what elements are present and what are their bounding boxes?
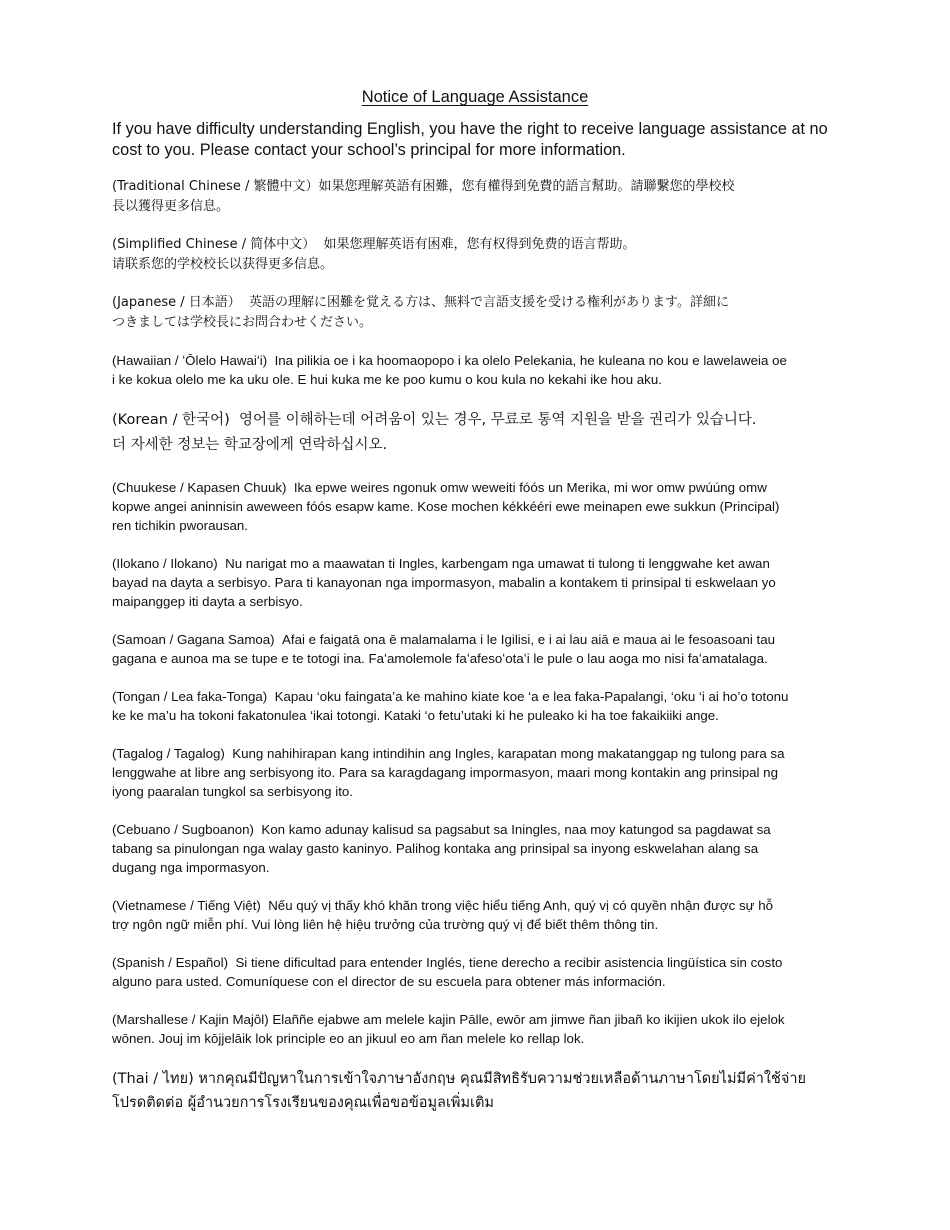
section-text: Kung nahihirapan kang intindihin ang Ingles, karapatan mong makatanggap ng tulong para sa: [232, 746, 785, 761]
section-text: iyong paaralan tungkol sa serbisyong ito.: [112, 784, 353, 799]
section-text: lenggwahe at libre ang serbisyong ito. Para sa karagdagang impormasyon, maari mong kontakin ang prinsipal ng: [112, 765, 778, 780]
section-text: Nếu quý vị thấy khó khăn trong việc hiểu tiếng Anh, quý vị có quyền nhận được sự hỗ: [268, 898, 773, 913]
section-hawaiian: [112, 351, 838, 389]
section-text: 더 자세한 정보는 학교장에게 연락하십시오.: [112, 437, 388, 453]
language-label: (Cebuano / Sugboanon): [112, 822, 254, 837]
language-label: (Hawaiian / ʻŌlelo Hawaiʻi): [112, 353, 268, 368]
intro-line: at no cost to you. Please contact your school’s principal for more information.: [112, 120, 828, 159]
section-text: 영어를 이해하는데 어려움이 있는 경우, 무료로 통역 지원을 받을 권리가 있습니다.: [238, 412, 757, 428]
language-label: (Simplified Chinese / 简体中文）: [112, 237, 316, 252]
section-chuukese: [112, 478, 838, 535]
section-text: dugang nga impormasyon.: [112, 860, 270, 875]
section-text: ren tichikin pworausan.: [112, 518, 248, 533]
section-text: i ke kokua olelo me ka uku ole. E hui kuka me ke poo kumu o kou kula no kekahi ike hou aku.: [112, 372, 662, 387]
section-text: Nu narigat mo a maawatan ti Ingles, karbengam nga umawat ti tulong ti lenggwahe ket awan: [225, 556, 770, 571]
notice-page: [112, 88, 838, 1134]
section-traditional-chinese: [112, 177, 838, 216]
section-text: Kon kamo adunay kalisud sa pagsabut sa Iningles, naa moy katungod sa pagdawat sa: [261, 822, 771, 837]
section-spanish: [112, 953, 838, 991]
section-text: bayad na dayta a serbisyo. Para ti kanayonan nga impormasyon, mabalin a kontakem ti prinsipal ti eskwelaan yo: [112, 575, 776, 590]
language-label: (Samoan / Gagana Samoa): [112, 632, 275, 647]
section-text: 如果您理解英語有困難，您有權得到免費的語言幫助。請聯繫您的學校校: [318, 179, 735, 194]
section-korean: [112, 408, 838, 458]
language-label: (Tagalog / Tagalog): [112, 746, 225, 761]
section-text: wōnen. Jouj im kōjjelāik lok principle eo an jikuul eo am ñan melele ko rellap lok.: [112, 1031, 585, 1046]
language-label: (Vietnamese / Tiếng Việt): [112, 898, 261, 913]
section-tagalog: [112, 744, 838, 801]
section-text: alguno para usted. Comuníquese con el director de su escuela para obtener más información.: [112, 974, 666, 989]
language-label: (Traditional Chinese / 繁體中文）: [112, 179, 319, 194]
section-text: 英語の理解に困難を覚える方は、無料で言語支援を受ける権利があります。詳細に: [249, 295, 729, 310]
page-title: Notice of Language Assistance: [361, 88, 589, 106]
section-tongan: [112, 687, 838, 725]
section-text: Ika epwe weires ngonuk omw weweiti fóós un Merika, mi wor omw pwúúng omw: [293, 480, 767, 495]
section-text: โปรดติดต่อ ผู้อำนวยการโรงเรียนของคุณเพื่อขอข้อมูลเพิ่มเติม: [112, 1095, 494, 1111]
section-text: Kapau ‘oku faingata’a ke mahino kiate koe ‘a e lea faka-Papalangi, ‘oku ‘i ai ho’o totonu: [274, 689, 789, 704]
section-text: Elaññe ejabwe am melele kajin Pālle, ewōr am jimwe ñan jibañ ko ikijien ukok ilo ejelok: [272, 1012, 785, 1027]
section-text: 请联系您的学校校长以获得更多信息。: [112, 256, 334, 272]
language-label: (Marshallese / Kajin Majôl): [112, 1012, 269, 1027]
section-thai: [112, 1067, 838, 1115]
language-label: (Thai / ไทย): [112, 1071, 194, 1087]
language-label: (Ilokano / Ilokano): [112, 556, 218, 571]
language-label: (Japanese / 日本語）: [112, 295, 241, 310]
section-text: 長以獲得更多信息。: [112, 198, 230, 214]
section-text: trợ ngôn ngữ miễn phí. Vui lòng liên hệ hiệu trưởng của trường quý vị để biết thêm thông tin.: [112, 917, 659, 932]
section-vietnamese: [112, 896, 838, 934]
section-simplified-chinese: [112, 235, 838, 274]
language-label: (Korean / 한국어): [112, 412, 230, 428]
section-japanese: [112, 293, 838, 332]
section-text: หากคุณมีปัญหาในการเข้าใจภาษาอังกฤษ คุณมีสิทธิรับความช่วยเหลือด้านภาษาโดยไม่มีค่าใช้จ่าย: [198, 1071, 806, 1087]
section-text: 如果您理解英语有困难，您有权得到免费的语言帮助。: [323, 237, 636, 252]
section-cebuano: [112, 820, 838, 877]
section-marshallese: [112, 1010, 838, 1048]
section-text: ke ke ma’u ha tokoni fakatonulea ‘ikai totongi. Kataki ‘o fetu’utaki ki he puleako ki ha toe fakaikiiki ange.: [112, 708, 719, 723]
section-samoan: [112, 630, 838, 668]
section-text: Afai e faigatā ona ē malamalama i le Igilisi, e i ai lau aiā e maua ai le fesoasoani tau: [282, 632, 776, 647]
language-label: (Spanish / Español): [112, 955, 229, 970]
section-text: gagana e aunoa ma se tupe e te totogi ina. Faʻamolemole faʻafesoʻotaʻi le pule o lau aoga mo nisi faʻamatalaga.: [112, 651, 768, 666]
section-text: Si tiene dificultad para entender Inglés, tiene derecho a recibir asistencia lingüística sin costo: [235, 955, 783, 970]
section-text: つきましては学校長にお問合わせください。: [112, 314, 373, 330]
intro-english: [112, 119, 838, 161]
section-text: tabang sa pinulongan nga walay gasto kaninyo. Palihog kontaka ang prinsipal sa inyong eskwelahan alang sa: [112, 841, 759, 856]
language-label: (Chuukese / Kapasen Chuuk): [112, 480, 287, 495]
section-ilokano: [112, 554, 838, 611]
section-text: kopwe angei aninnisin aweween fóós esapw kame. Kose mochen kékkééri ewe meinapen ewe sukkun (Principal): [112, 499, 780, 514]
section-text: maipanggep iti dayta a serbisyo.: [112, 594, 303, 609]
language-label: (Tongan / Lea faka-Tonga): [112, 689, 268, 704]
section-text: Ina pilikia oe i ka hoomaopopo i ka olelo Pelekania, he kuleana no kou e lawelaweia oe: [274, 353, 787, 368]
intro-line: If you have difficulty understanding English, you have the right to receive language assistance: [112, 120, 787, 138]
